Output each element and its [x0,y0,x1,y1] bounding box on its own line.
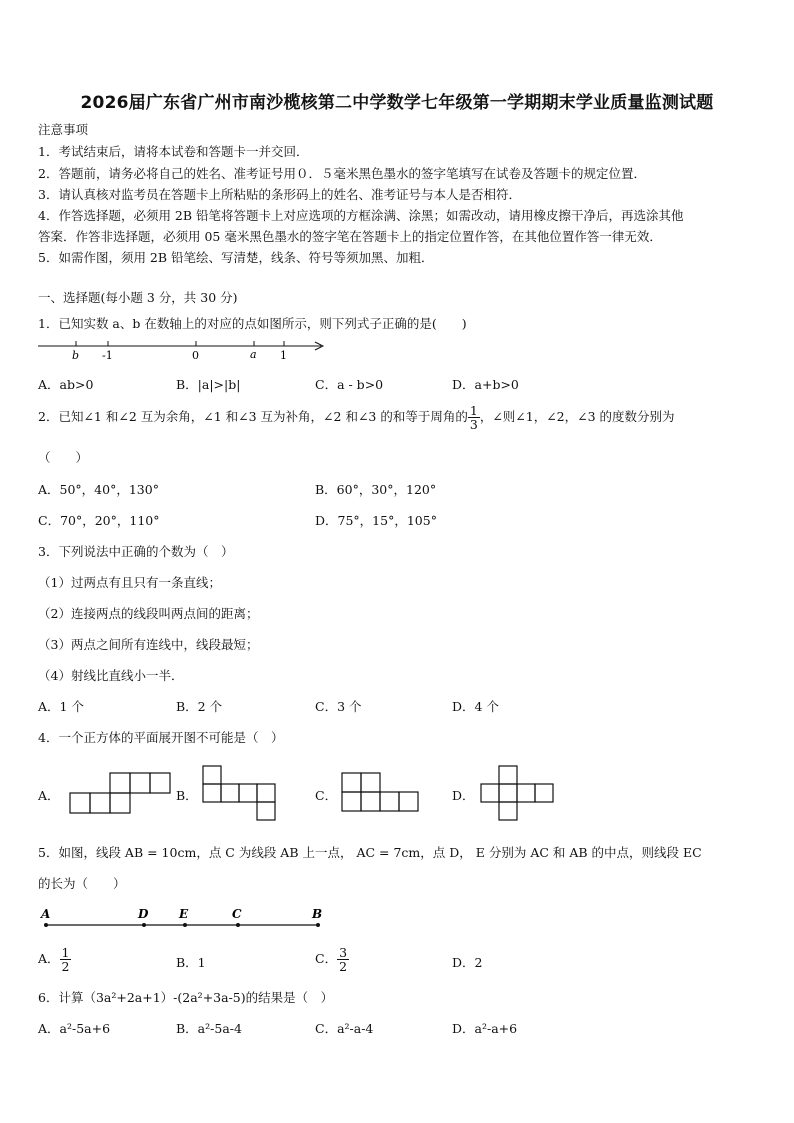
q3-option-d: D．4 个 [452,699,499,714]
q5-stem-cont: 的长为（ ） [38,876,126,891]
q2-stem [38,402,675,432]
q2-stem-text-b: ，∠则∠1，∠2，∠3 的度数分别为 [479,409,675,424]
option-letter: C． [315,951,338,966]
q3-statement: （3）两点之间所有连线中，线段最短； [38,637,259,652]
point-label-a: A [41,907,51,921]
notice-item: 答案．作答非选择题，必须用 05 毫米黑色墨水的签字笔在答题卡上的指定位置作答，在其他位置作答一律无效． [38,229,662,244]
q3-statement: （2）连接两点的线段叫两点间的距离； [38,606,259,621]
q5-option-b: B．1 [176,955,206,970]
q4-option-a-letter: A． [38,788,60,803]
q4-option-d-letter: D． [452,788,475,803]
notice-item: 3．请认真核对监考员在答题卡上所粘贴的条形码上的姓名、准考证号与本人是否相符． [38,187,521,202]
q1-option-d: D．a+b>0 [452,377,519,392]
notice-item: 4．作答选择题，必须用 2B 铅笔将答题卡上对应选项的方框涂满、涂黑；如需改动，请用橡皮擦干净后，再选涂其他 [38,208,684,223]
q2-option-c: C．70°，20°，110° [38,513,160,528]
q3-statement: （4）射线比直线小一半． [38,668,184,683]
q1-option-c: C．a - b>0 [315,377,384,392]
q6-option-c: C．a²-a-4 [315,1021,374,1036]
q2-option-b: B．60°，30°，120° [315,482,437,497]
axis-label-neg1: -1 [102,349,113,362]
q2-paren: （ ） [38,450,89,465]
axis-label-0: 0 [192,349,199,362]
cube-net-a [70,773,170,815]
notice-item: 2．答题前，请务必将自己的姓名、准考证号用０．５毫米黑色墨水的签字笔填写在试卷及答题卡的规定位置． [38,166,646,181]
q5-option-a [38,943,71,975]
q5-option-d: D．2 [452,955,483,970]
q3-option-a: A．1 个 [38,699,84,714]
q5-stem: 5．如图，线段 AB = 10cm，点 C 为线段 AB 上一点， AC = 7cm，点 D， E 分别为 AC 和 AB 的中点，则线段 EC [38,845,702,860]
point-label-c: C [232,907,242,921]
q6-option-b: B．a²-5a-4 [176,1021,242,1036]
number-line-figure [36,336,336,366]
notice-item: 5．如需作图，须用 2B 铅笔绘、写清楚，线条、符号等须加黑、加粗． [38,250,434,265]
q2-fraction [468,404,480,431]
point-label-d: D [138,907,149,921]
notice-heading: 注意事项 [38,122,89,137]
q6-stem: 6．计算（3a²+2a+1）-(2a²+3a-5)的结果是（ ） [38,990,334,1005]
q5-option-c [315,943,349,975]
q2-stem-text-a: 2．已知∠1 和∠2 互为余角，∠1 和∠3 互为补角，∠2 和∠3 的和等于周角的 [38,409,468,424]
page-title: 2026届广东省广州市南沙榄核第二中学数学七年级第一学期期末学业质量监测试题 [80,93,714,113]
axis-label-1: 1 [280,349,287,362]
point-label-b: B [312,907,323,921]
option-letter: A． [38,951,60,966]
q3-stem: 3．下列说法中正确的个数为（ ） [38,544,234,559]
cube-net-b [203,765,278,825]
cube-net-d [480,765,560,825]
fraction-numerator: 1 [61,944,70,960]
q3-option-b: B．2 个 [176,699,223,714]
cube-net-c [340,772,422,814]
fraction [60,946,72,973]
axis-label-a: a [250,348,257,361]
fraction-denominator: 2 [61,959,70,974]
q3-statement: （1）过两点有且只有一条直线； [38,575,221,590]
axis-label-b: b [72,349,80,362]
segment-figure [38,905,338,931]
q4-option-c-letter: C． [315,788,338,803]
q6-option-d: D．a²-a+6 [452,1021,518,1036]
q4-option-b-letter: B． [176,788,198,803]
q2-option-d: D．75°，15°，105° [315,513,437,528]
q6-option-a: A．a²-5a+6 [38,1021,111,1036]
q1-option-b: B．|a|>|b| [176,377,241,392]
q1-stem: 1．已知实数 a、b 在数轴上的对应的点如图所示，则下列式子正确的是( ) [38,316,467,331]
section-heading: 一、选择题(每小题 3 分，共 30 分) [38,290,238,305]
q2-option-a: A．50°，40°，130° [38,482,159,497]
fraction [337,946,349,973]
fraction-numerator: 1 [469,402,478,418]
q1-option-a: A．ab>0 [38,377,94,392]
fraction-numerator: 3 [339,944,348,960]
fraction-denominator: 3 [469,417,478,432]
q3-option-c: C．3 个 [315,699,362,714]
notice-item: 1．考试结束后，请将本试卷和答题卡一并交回． [38,144,309,159]
point-label-e: E [179,907,189,921]
fraction-denominator: 2 [339,959,348,974]
q4-stem: 4．一个正方体的平面展开图不可能是（ ） [38,730,284,745]
